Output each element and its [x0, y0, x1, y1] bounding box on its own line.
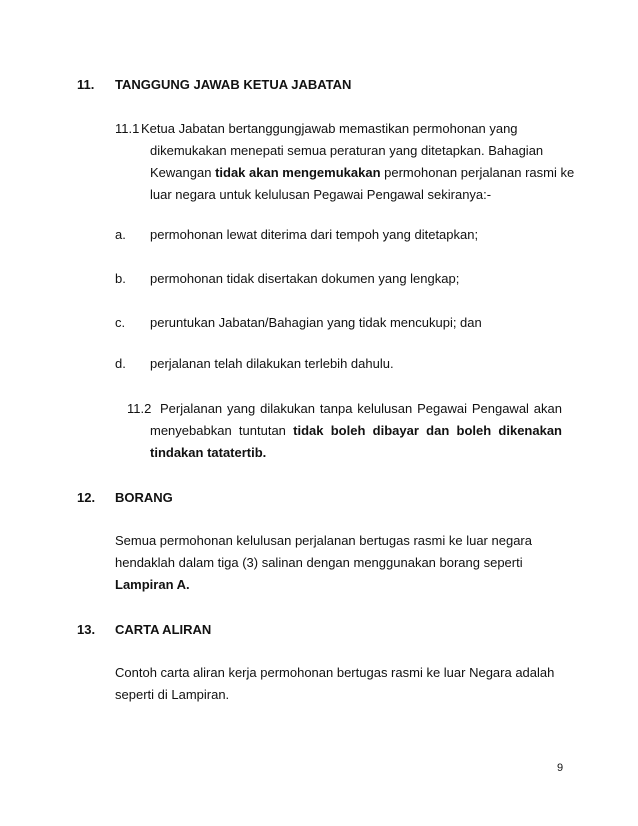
list-item-b: permohonan tidak disertakan dokumen yang lengkap;	[150, 271, 460, 286]
clause-11-2-line-2-start: menyebabkan tuntutan	[150, 423, 294, 438]
clause-11-1-line-3-start: Kewangan	[150, 165, 216, 180]
clause-11-1-line-3	[150, 165, 574, 181]
section-13-number: 13.	[77, 622, 96, 637]
clause-11-1-line-1: Ketua Jabatan bertanggungjawab memastikan permohonan yang	[141, 121, 518, 136]
section-13-line-1: Contoh carta aliran kerja permohonan bertugas rasmi ke luar Negara adalah	[115, 665, 555, 680]
list-marker-c: c.	[115, 315, 126, 330]
section-12-line-3: Lampiran A.	[115, 577, 190, 592]
clause-11-1-line-3-end: permohonan perjalanan rasmi ke	[380, 165, 575, 180]
clause-11-2-line-3: tindakan tatatertib.	[150, 445, 267, 460]
list-item-c: peruntukan Jabatan/Bahagian yang tidak mencukupi; dan	[150, 315, 482, 330]
section-12-number: 12.	[77, 490, 96, 505]
list-marker-b: b.	[115, 271, 126, 286]
clause-11-2-number: 11.2	[127, 401, 152, 416]
clause-11-1-number: 11.1	[115, 121, 140, 136]
clause-11-1-emphasis: tidak akan mengemukakan	[215, 165, 381, 180]
page-number: 9	[557, 762, 564, 774]
section-11-heading: TANGGUNG JAWAB KETUA JABATAN	[115, 77, 352, 92]
list-item-d: perjalanan telah dilakukan terlebih dahulu.	[150, 356, 394, 371]
clause-11-2-line-2	[150, 423, 562, 439]
section-12-line-1: Semua permohonan kelulusan perjalanan bertugas rasmi ke luar negara	[115, 533, 532, 548]
clause-11-2-line-1: Perjalanan yang dilakukan tanpa kelulusan Pegawai Pengawal akan	[160, 401, 562, 416]
clause-11-2-emphasis: tidak boleh dibayar dan boleh dikenakan	[293, 423, 562, 438]
section-12-line-2: hendaklah dalam tiga (3) salinan dengan menggunakan borang seperti	[115, 555, 523, 570]
section-13-line-2: seperti di Lampiran.	[115, 687, 230, 702]
list-item-a: permohonan lewat diterima dari tempoh yang ditetapkan;	[150, 227, 479, 242]
clause-11-1-line-4: luar negara untuk kelulusan Pegawai Pengawal sekiranya:-	[150, 187, 492, 202]
list-marker-a: a.	[115, 227, 126, 242]
list-marker-d: d.	[115, 356, 126, 371]
section-12-heading: BORANG	[115, 490, 173, 505]
section-11-number: 11.	[77, 77, 95, 92]
clause-11-1-line-2: dikemukakan menepati semua peraturan yang ditetapkan. Bahagian	[150, 143, 544, 158]
section-13-heading: CARTA ALIRAN	[115, 622, 212, 637]
